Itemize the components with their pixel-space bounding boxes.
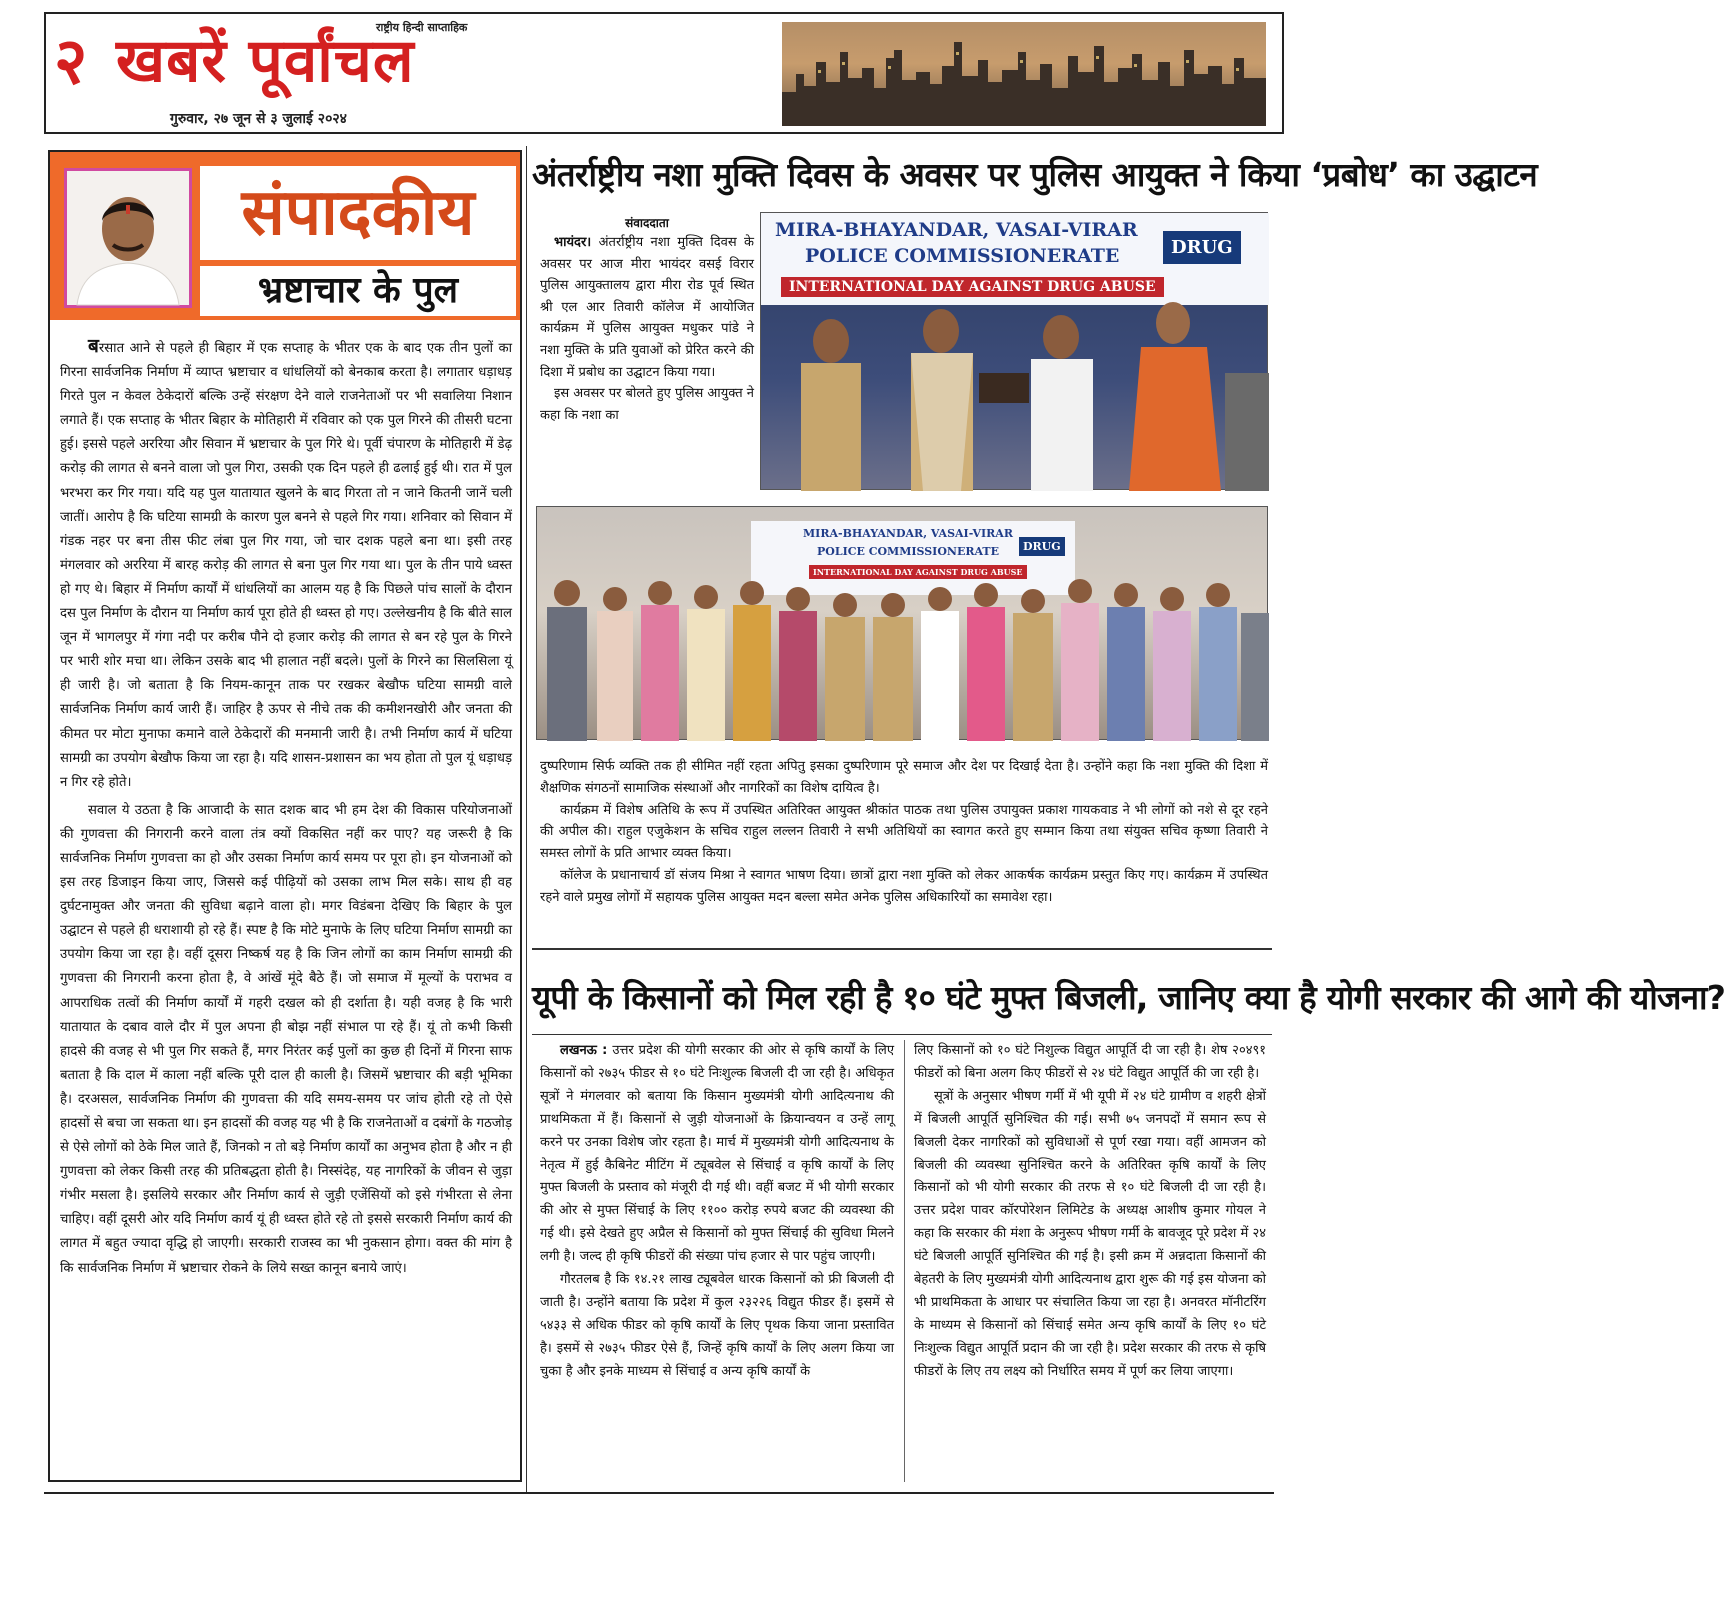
editorial-label: संपादकीय (241, 175, 475, 250)
editorial-body (60, 334, 512, 1281)
person-portrait-icon (67, 171, 189, 305)
banner-line: POLICE COMMISSIONERATE (805, 245, 1120, 267)
issue-date: गुरुवार, २७ जून से ३ जुलाई २०२४ (170, 111, 347, 127)
story1-dateline: भायंदर। (554, 235, 592, 250)
column-divider (526, 146, 527, 1492)
story2-left-column (540, 1040, 894, 1384)
story2-paragraph: लिए किसानों को १० घंटे निशुल्क विद्युत आपूर्ति दी जा रही है। शेष २०४९१ फीडरों को बिना अलग किए फीडरों से २४ घंटे विद्युत आपूर्ति की जा रही है। (914, 1043, 1266, 1081)
story2-dateline: लखनऊ : (560, 1043, 608, 1058)
page-bottom-rule (44, 1492, 1274, 1494)
story1-paragraph (540, 232, 754, 383)
story1-headline: अंतर्राष्ट्रीय नशा मुक्ति दिवस के अवसर पर पुलिस आयुक्त ने किया ‘प्रबोध’ का उद्घाटन (532, 155, 1538, 194)
page-number: २ (54, 24, 88, 99)
story1-photo-group (536, 506, 1268, 740)
story2-paragraph-text: उत्तर प्रदेश की योगी सरकार की ओर से कृषि कार्यों के लिए किसानों को २७३५ फीडर से १० घंटे निःशुल्क बिजली दी जा रही है। अधिकृत सूत्रों ने मंगलवार को बताया कि किसान मुख्यमंत्री योगी आदित्यनाथ की प्राथमिकता में हैं। किसानों से जुड़ी योजनाओं के क्रियान्वयन व उन्हें लागू करने पर उनका विशेष जोर रहता है। मार्च में मुख्यमंत्री योगी आदित्यनाथ के नेतृत्व में हुई कैबिनेट मीटिंग में ट्यूबवेल से सिंचाई व कृषि कार्यों के लिए मुफ्त बिजली के प्रस्ताव को मंजूरी दी गई थी। वहीं बजट में भी योगी सरकार की ओर से मुफ्त सिंचाई के लिए ११०० करोड़ रुपये बजट की व्यवस्था की गई थी। इसे देखते हुए अप्रैल से किसानों को मुफ्त सिंचाई की सुविधा मिलने लगी है। जल्द ही कृषि फीडरों की संख्या पांच हजार से पार पहुंच जाएगी। (540, 1043, 895, 1265)
drug-logo: DRUG (1163, 231, 1241, 264)
byline: संवाददाता (625, 216, 669, 230)
story2-paragraph: गौरतलब है कि १४.२१ लाख ट्यूबवेल धारक किसानों को फ्री बिजली दी जाती है। उन्होंने बताया कि प्रदेश में कुल २३२२६ विद्युत फीडर हैं। इसमें से ५४३३ से अधिक फीडर को कृषि कार्यों के लिए पृथक किया जाना प्रस्तावित है। इसमें से २७३५ फीडर ऐसे हैं, जिन्हें कृषि कार्यों के लिए अलग किया जा चुका है और इनके माध्यम से सिंचाई व अन्य कृषि कार्यों के (540, 1272, 894, 1379)
story2-paragraph: सूत्रों के अनुसार भीषण गर्मी में भी यूपी में २४ घंटे ग्रामीण व शहरी क्षेत्रों में बिजली आपूर्ति सुनिश्चित की गई। सभी ७५ जनपदों में समान रूप से बिजली देकर नागरिकों को सुविधाओं से पूर्ण रखा गया। वहीं आमजन को बिजली की व्यवस्था सुनिश्चित करने के अतिरिक्त कृषि कार्यों के लिए किसानों को भी योगी सरकार की तरफ से १० घंटे बिजली दी जा रही है। उत्तर प्रदेश पावर कॉरपोरेशन लिमिटेड के अध्यक्ष आशीष कुमार गोयल ने कहा कि सरकार की मंशा के अनुरूप भीषण गर्मी के बावजूद पूरे प्रदेश में २४ घंटे बिजली आपूर्ति सुनिश्चित की गई है। इसी क्रम में अन्नदाता किसानों की बेहतरी के लिए मुख्यमंत्री योगी आदित्यनाथ द्वारा शुरू की गई इस योजना को भी प्राथमिकता के आधार पर संचालित किया जा रहा है। अनवरत मॉनीटरिंग के माध्यम से किसानों को सिंचाई समेत अन्य कृषि कार्यों के लिए १० घंटे निःशुल्क विद्युत आपूर्ति प्रदान की जा रही है। प्रदेश सरकार की तरफ से कृषि फीडरों के लिए तय लक्ष्य को निर्धारित समय में पूर्ण कर लिया जाएगा। (914, 1088, 1266, 1379)
story1-cont-paragraph: दुष्परिणाम सिर्फ व्यक्ति तक ही सीमित नहीं रहता अपितु इसका दुष्परिणाम पूरे समाज और देश पर दिखाई देता है। उन्होंने कहा कि नशा मुक्ति की दिशा में शैक्षणिक संगठनों सामाजिक संस्थाओं और नागरिकों का विशेष दायित्व है। (540, 759, 1268, 796)
story1-cont-paragraph: कॉलेज के प्रधानाचार्य डॉ संजय मिश्रा ने स्वागत भाषण दिया। छात्रों द्वारा नशा मुक्ति को लेकर आकर्षक कार्यक्रम प्रस्तुत किए गए। कार्यक्रम में उपस्थित रहने वाले प्रमुख लोगों में सहायक पुलिस आयुक्त मदन बल्ला समेत अनेक पुलिस अधिकारियों का समावेश रहा। (540, 867, 1268, 905)
story1-intro-column (540, 214, 754, 426)
banner-line: MIRA-BHAYANDAR, VASAI-VIRAR (803, 527, 1013, 540)
editorial-paragraph (60, 334, 512, 795)
skyline-silhouette-icon (782, 22, 1266, 126)
story1-cont-paragraph: कार्यक्रम में विशेष अतिथि के रूप में उपस्थित अतिरिक्त आयुक्त श्रीकांत पाठक तथा पुलिस उपायुक्त प्रकाश गायकवाड ने भी लोगों को नशे से दूर रहने की अपील की। राहुल एजुकेशन के सचिव राहुल लल्लन तिवारी ने सभी अतिथियों का स्वागत करते हुए सम्मान किया तथा संयुक्त सचिव कृष्णा तिवारी ने समस्त लोगों के प्रति आभार व्यक्त किया। (540, 802, 1268, 862)
story1-photo-stage (760, 212, 1268, 490)
banner-line: INTERNATIONAL DAY AGAINST DRUG ABUSE (809, 565, 1027, 579)
story2-paragraph (540, 1040, 894, 1269)
dropcap: ब (88, 335, 99, 357)
banner-line: POLICE COMMISSIONERATE (817, 545, 999, 558)
section-rule (532, 948, 1272, 950)
editorial-headline-box (200, 266, 516, 316)
editorial-paragraph-text: रसात आने से पहले ही बिहार में एक सप्ताह के भीतर एक के बाद एक तीन पुलों का गिरना सार्वजनिक निर्माण में व्याप्त भ्रष्टाचार व धांधलियों को बेनकाब करता है। लगातार धड़ाधड़ गिरते पुल न केवल ठेकेदारों बल्कि उन्हें संरक्षण देने वाले राजनेताओं पर भी सवालिया निशान लगाते हैं। एक सप्ताह के भीतर बिहार के मोतिहारी में रविवार को एक पुल गिरने की तीसरी घटना हुई। इससे पहले अररिया और सिवान में भ्रष्टाचार के पुल गिरे थे। पूर्वी चंपारण के मोतिहारी में डेढ़ करोड़ की लागत से बनने वाला जो पुल गिरा, उसकी एक दिन पहले ही ढलाई हुई थी। रात में पुल भरभरा कर गिर गया। यदि यह पुल यातायात खुलने के बाद गिरता तो न जाने कितनी जानें चली जातीं। आरोप है कि घटिया सामग्री के कारण पुल बनने से पहले गिर गया। शनिवार को सिवान में गंडक नहर पर बना तीस फीट लंबा पुल गिर गया, जो चार दशक पहले बना था। इसी तरह मंगलवार को अररिया में बारह करोड़ की लागत से बना पुल गिर गया था। पुल के तीन पाये ध्वस्त हो गए थे। बिहार में निर्माण कार्यों में धांधलियों का आलम यह है कि पिछले पांच सालों के दौरान दस पुल निर्माण के दौरान या निर्माण कार्य पूरा होते ही ध्वस्त हो गए। उल्लेखनीय है कि बीते साल जून में भागलपुर में गंगा नदी पर करीब पौने दो हजार करोड़ की लागत से बन रहे पुल के गिरने पर भारी शोर मचा था। लेकिन उसके बाद भी हालात नहीं बदले। पुलों के गिरने का सिलसिला यूं ही जारी है। जो बताता है कि नियम-कानून ताक पर रखकर बेखौफ घटिया सामग्री वाले सार्वजनिक निर्माण कार्य जारी हैं। जाहिर है ऊपर से नीचे तक की कमीशनखोरी और जनता की कीमत पर मोटा मुनाफा कमाने वाले ठेकेदारों की मनमानी जारी है। तभी निर्माण कार्य में घटिया सामग्री का उपयोग बेखौफ किया जा रहा है। यदि शासन-प्रशासन का भय होता तो पुल यूं धड़ाधड़ न गिर रहे होते। (60, 341, 512, 790)
banner-line: MIRA-BHAYANDAR, VASAI-VIRAR (775, 219, 1138, 241)
newspaper-name: खबरें पूर्वांचल (116, 26, 415, 96)
story1-paragraph: इस अवसर पर बोलते हुए पुलिस आयुक्त ने कहा कि नशा का (540, 386, 754, 423)
banner-line: INTERNATIONAL DAY AGAINST DRUG ABUSE (781, 277, 1164, 297)
editorial-paragraph: सवाल ये उठता है कि आजादी के सात दशक बाद भी हम देश की विकास परियोजनाओं की गुणवत्ता की निगरानी करने वाला तंत्र क्यों विकसित नहीं कर पाए? यह जरूरी है कि सार्वजनिक निर्माण गुणवत्ता का हो और उसका निर्माण कार्य समय पर पूरा हो। इन योजनाओं को इस तरह डिजाइन किया जाए, जिससे कई पीढ़ियों को उसका लाभ मिल सके। साथ ही वह दुर्घटनामुक्त और जनता की सुविधा बढ़ाने वाला हो। मगर विडंबना देखिए कि बिहार के पुल उद्घाटन से पहले ही धराशायी हो रहे हैं। स्पष्ट है कि मोटे मुनाफे के लिए घटिया निर्माण सामग्री का उपयोग किया जा रहा है। वहीं दूसरा निष्कर्ष यह है कि जिन लोगों का काम निर्माण सामग्री की गुणवत्ता की निगरानी करना होता है, वे आंखें मूंदे बैठे हैं। जो समाज में मूल्यों के पराभव व आपराधिक तत्वों की निर्माण कार्यों में गहरी दखल को ही दर्शाता है। यही वजह है कि भारी यातायात के दबाव वाले दौर में पुल अपना ही बोझ नहीं संभाल पा रहे हैं। यूं तो कभी किसी हादसे की वजह से भी पुल गिर सकते हैं, मगर निरंतर कई पुलों का कुछ ही दिनों में गिरना साफ बताता है कि दाल में काला नहीं बल्कि पूरी दाल ही काली है। जिसमें भ्रष्टाचार की बड़ी भूमिका है। दरअसल, सार्वजनिक निर्माण की गुणवत्ता की यदि समय-समय पर जांच होती रहे तो ऐसे हादसों से बचा जा सकता था। इन हादसों की वजह यह भी है कि राजनेताओं व दबंगों के गठजोड़ से ऐसे लोगों को ठेके मिल जाते हैं, जिनको न तो बड़े निर्माण कार्यों का अनुभव होता है और न ही गुणवत्ता को लेकर किसी तरह की प्रतिबद्धता होती है। निस्संदेह, यह नागरिकों के जीवन से जुड़ा गंभीर मसला है। इसलिये सरकार और निर्माण कार्य से जुड़ी एजेंसियों को इसे गंभीरता से लेना चाहिए। वहीं दूसरी ओर यदि निर्माण कार्य यूं ही ध्वस्त होते रहे तो इससे सरकारी निर्माण कार्य की लागत में बहुत ज्यादा वृद्धि हो जाएगी। सरकारी राजस्व का भी नुकसान होगा। वक्त की मांग है कि सार्वजनिक निर्माण में भ्रष्टाचार रोकने के लिये सख्त कानून बनाये जाएं। (60, 802, 512, 1276)
story1-continued (540, 756, 1268, 909)
column-divider (904, 1040, 905, 1482)
story2-right-column (914, 1040, 1266, 1384)
editorial-header (50, 152, 520, 320)
headline-rule (532, 1034, 1272, 1035)
tagline: राष्ट्रीय हिन्दी साप्ताहिक (376, 21, 468, 34)
drug-logo: DRUG (1019, 537, 1065, 556)
editorial-headline: भ्रष्टाचार के पुल (257, 270, 459, 311)
editorial-section (48, 150, 522, 1482)
editor-photo (64, 168, 192, 308)
masthead (44, 12, 1284, 134)
officials-illustration-icon (761, 213, 1269, 491)
story1-paragraph-text: अंतर्राष्ट्रीय नशा मुक्ति दिवस के अवसर पर आज मीरा भायंदर वसई विरार पुलिस आयुक्तालय द्वारा मीरा रोड पूर्व स्थित श्री एल आर तिवारी कॉलेज में आयोजित कार्यक्रम में पुलिस आयुक्त मधुकर पांडे ने नशा मुक्ति के प्रति युवाओं को प्रेरित करने की दिशा में प्रबोध का उद्घाटन किया गया। (540, 235, 755, 380)
group-photo-illustration-icon (537, 507, 1269, 741)
story2-headline: यूपी के किसानों को मिल रही है १० घंटे मुफ्त बिजली, जानिए क्या है योगी सरकार की आगे की योजना? (532, 978, 1725, 1017)
editorial-label-box (200, 166, 516, 260)
skyline-photo (782, 22, 1266, 126)
